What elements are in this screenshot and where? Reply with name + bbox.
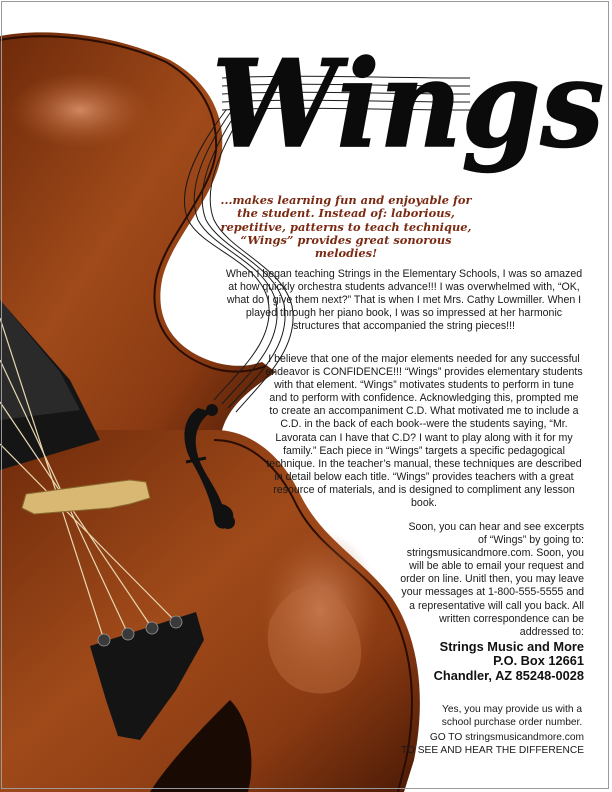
address-name: Strings Music and More xyxy=(439,639,584,654)
purchase-order-note: Yes, you may provide us with a school purchase order number. xyxy=(441,704,583,728)
website-link[interactable]: GO TO stringsmusicandmore.com xyxy=(429,732,584,743)
address-box: P.O. Box 12661 xyxy=(493,653,584,669)
address-city: Chandler, AZ 85248-0028 xyxy=(433,667,584,683)
tagline: ...makes learning fun and enjoyable for the student. Instead of: laborious, repetitive, patterns to teach technique, “Wings” provides great sonorous melodies! xyxy=(220,193,472,261)
wings-title-text: Wings xyxy=(212,34,604,175)
website-tagline: TO SEE AND HEAR THE DIFFERENCE xyxy=(400,744,584,756)
page-border xyxy=(1,1,609,789)
paragraph-contact: Soon, you can hear and see excerpts of “Wings” by going to: stringsmusicandmore.com. Soon, you will be able to email your request and order on line. Unitl then, you may leave your messages at 1-800-555-5555 and a representative will call you back. All written correspondence can be addressed to: xyxy=(400,521,584,638)
paragraph-confidence: I believe that one of the major elements needed for any successful endeavor is CONFIDENCE!!! “Wings” provides elementary students with that element. “Wings” motivates students to perform in tune and to perform with confidence. Acknowledging this, prompted me to create an accompaniment C.D. What motivated me to include a C.D. in the back of each book--were the students saying, “Mr. Lavorata can I have that C.D? I want to play along with it for my family.” Each piece in “Wings” targets a specific pedagogical technique. In the teacher’s manual, these techniques are described in detail below each title. “Wings” provides teachers with a great resource of materials, and is designed to compliment any lesson book. xyxy=(265,353,583,510)
paragraph-intro: When I began teaching Strings in the Elementary Schools, I was so amazed at how quickly orchestra students advance!!! I was overwhelmed with, “OK, what do I give them next?” That is when I met Mrs. Cathy Lowmiller. When I played through her piano book, I was so impressed at her harmonic structures that accompanied the string pieces!!! xyxy=(225,268,583,333)
